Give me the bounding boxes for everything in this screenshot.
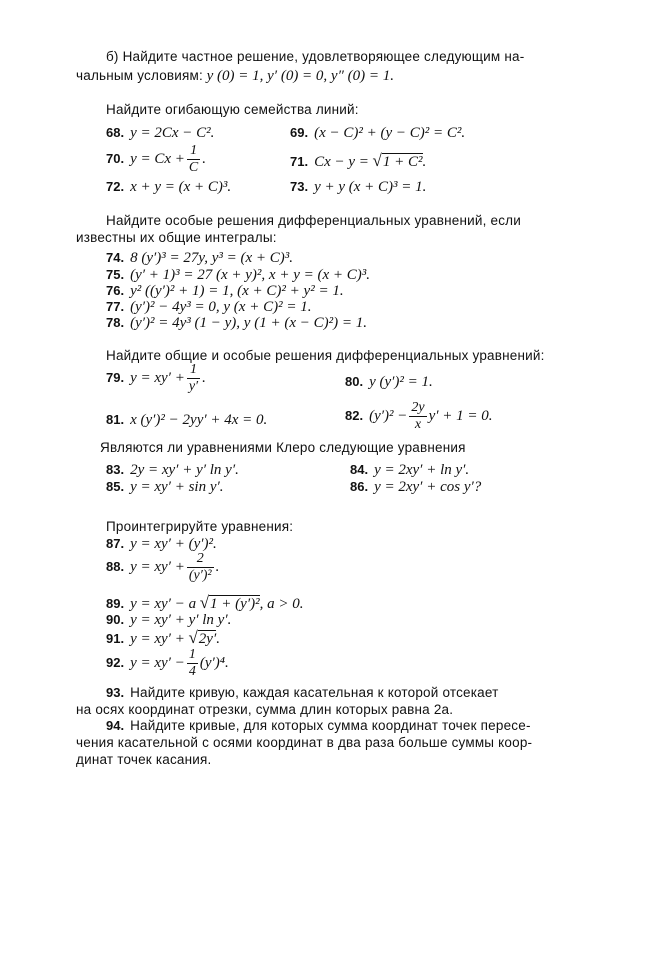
- sqrt-sign: √: [372, 151, 382, 170]
- problem-79: [106, 362, 206, 395]
- equation-right: , a > 0.: [259, 596, 304, 612]
- problem-73: [290, 178, 426, 196]
- problem-82: [345, 400, 493, 433]
- problem-number: 83.: [106, 462, 125, 477]
- sqrt-argument: 2y′: [198, 631, 217, 647]
- singular-heading-line-2: известны их общие интегралы:: [76, 230, 277, 245]
- fraction-denominator: (y′)²: [188, 568, 212, 583]
- equation: y = 2xy′ + cos y′?: [374, 479, 482, 495]
- problem-number: 80.: [345, 374, 364, 389]
- problem-83: [106, 461, 239, 479]
- fraction-denominator: 4: [188, 664, 196, 679]
- problem-number: 82.: [345, 407, 364, 423]
- equation: (y′)² − 4y³ = 0, y (x + C)² = 1.: [130, 299, 312, 315]
- fraction: [187, 362, 200, 395]
- problem-94-line-2: чения касательной с осями координат в два раза больше суммы коор-: [76, 735, 533, 750]
- problem-85: [106, 478, 224, 496]
- fraction-denominator: C: [188, 160, 199, 175]
- problem-80: [345, 373, 433, 391]
- problem-93-line-1: [106, 684, 499, 702]
- equation-left: Cx − y =: [314, 154, 369, 170]
- intro-initial-conditions: y (0) = 1, y′ (0) = 0, y″ (0) = 1.: [206, 68, 394, 84]
- intro-line-1: б) Найдите частное решение, удовлетворяющее следующим на-: [106, 49, 525, 64]
- fraction-numerator: 2y: [411, 400, 425, 415]
- problem-number: 71.: [290, 154, 309, 169]
- problem-number: 79.: [106, 369, 125, 385]
- equation: x + y = (x + C)³.: [130, 179, 232, 195]
- equation-right: (y′)⁴.: [199, 654, 229, 671]
- problem-number: 94.: [106, 718, 125, 733]
- problem-number: 68.: [106, 125, 125, 140]
- fraction: [409, 400, 426, 433]
- problem-number: 91.: [106, 631, 125, 646]
- problem-69: [290, 124, 465, 142]
- sqrt-argument: 1 + (y′)²: [210, 596, 260, 612]
- fraction: [187, 647, 198, 680]
- problem-number: 76.: [106, 283, 125, 298]
- equation: y + y (x + C)³ = 1.: [314, 179, 427, 195]
- equation: y = 2Cx − C².: [130, 125, 215, 141]
- equation: (y′)² = 4y³ (1 − y), y (1 + (x − C)²) = 1.: [130, 315, 367, 331]
- equation-left: (y′)² −: [369, 407, 408, 424]
- equation: 8 (y′)³ = 27y, y³ = (x + C)³.: [130, 250, 294, 266]
- fraction-numerator: 1: [188, 647, 196, 662]
- problem-number: 74.: [106, 250, 125, 265]
- singular-heading-line-1: Найдите особые решения дифференциальных уравнений, если: [106, 213, 521, 228]
- problem-number: 81.: [106, 412, 125, 427]
- equation-left: y = xy′ −: [130, 654, 185, 671]
- general-heading: Найдите общие и особые решения дифференциальных уравнений:: [106, 348, 545, 363]
- problem-number: 77.: [106, 299, 125, 314]
- fraction: [187, 551, 214, 584]
- problem-number: 88.: [106, 558, 125, 574]
- fraction-numerator: 1: [187, 143, 200, 160]
- problem-number: 92.: [106, 654, 125, 670]
- problem-number: 89.: [106, 596, 125, 611]
- fraction: [187, 143, 200, 176]
- equation: y² ((y′)² + 1) = 1, (x + C)² + y² = 1.: [130, 283, 344, 299]
- problem-number: 93.: [106, 685, 125, 700]
- equation-left: y = Cx +: [130, 150, 185, 167]
- equation-right: .: [215, 558, 220, 575]
- problem-number: 87.: [106, 536, 125, 551]
- equation: y = xy′ + (y′)².: [130, 536, 217, 552]
- problem-94-line-1: [106, 717, 531, 735]
- fraction-denominator: y′: [188, 379, 199, 394]
- problem-92: [106, 647, 229, 680]
- problem-number: 84.: [350, 462, 369, 477]
- sqrt-sign: √: [199, 593, 210, 612]
- problem-number: 85.: [106, 479, 125, 494]
- equation: y = 2xy′ + ln y′.: [374, 462, 470, 478]
- problem-text: Найдите кривые, для которых сумма координат точек пересе-: [130, 718, 531, 733]
- problem-86: [350, 478, 481, 496]
- problem-number: 78.: [106, 315, 125, 330]
- problem-number: 73.: [290, 179, 309, 194]
- problem-81: [106, 411, 267, 429]
- equation: 2y = xy′ + y′ ln y′.: [130, 462, 239, 478]
- equation: (y′ + 1)³ = 27 (x + y)², x + y = (x + C)³.: [130, 267, 371, 283]
- equation-right: .: [202, 369, 206, 386]
- problem-number: 70.: [106, 150, 125, 166]
- equation-left: y = xy′ +: [130, 631, 185, 647]
- problem-78: [106, 314, 367, 332]
- problem-90: [106, 611, 231, 629]
- equation-right: .: [202, 150, 206, 167]
- problem-94-line-3: динат точек касания.: [76, 752, 212, 767]
- problem-70: [106, 143, 206, 176]
- problem-number: 86.: [350, 479, 369, 494]
- sqrt-sign: √: [188, 628, 198, 647]
- problem-number: 90.: [106, 612, 125, 627]
- problem-88: [106, 551, 219, 584]
- equation-left: y = xy′ − a: [130, 596, 197, 612]
- sqrt-argument: 1 + C²: [382, 154, 423, 170]
- problem-text: Найдите кривую, каждая касательная к которой отсекает: [130, 685, 499, 700]
- intro-line-2-text: чальным условиям:: [76, 68, 203, 83]
- problem-93-line-2: на осях координат отрезки, сумма длин которых равна 2a.: [76, 702, 454, 717]
- problem-91: [106, 629, 220, 648]
- problem-84: [350, 461, 469, 479]
- equation-right: .: [216, 631, 220, 647]
- equation-left: y = xy′ +: [130, 558, 185, 575]
- problem-number: 72.: [106, 179, 125, 194]
- clairaut-heading: Являются ли уравнениями Клеро следующие уравнения: [100, 440, 466, 455]
- problem-72: [106, 178, 231, 196]
- problem-number: 69.: [290, 125, 309, 140]
- intro-line-2: [76, 67, 394, 85]
- problem-74: [106, 249, 293, 267]
- fraction-numerator: 2: [187, 551, 214, 568]
- integrate-heading: Проинтегрируйте уравнения:: [106, 519, 294, 534]
- equation: x (y′)² − 2yy′ + 4x = 0.: [130, 412, 268, 428]
- problem-number: 75.: [106, 267, 125, 282]
- equation-right: .: [422, 154, 427, 170]
- equation-right: y′ + 1 = 0.: [428, 407, 493, 424]
- equation: y (y′)² = 1.: [369, 374, 433, 390]
- equation: (x − C)² + (y − C)² = C².: [314, 125, 466, 141]
- equation-left: y = xy′ +: [130, 369, 185, 386]
- fraction-numerator: 1: [187, 362, 200, 379]
- problem-68: [106, 124, 214, 142]
- envelope-heading: Найдите огибающую семейства линий:: [106, 102, 359, 117]
- fraction-denominator: x: [414, 417, 422, 432]
- problem-71: [290, 152, 426, 171]
- equation: y = xy′ + y′ ln y′.: [130, 612, 232, 628]
- equation: y = xy′ + sin y′.: [130, 479, 224, 495]
